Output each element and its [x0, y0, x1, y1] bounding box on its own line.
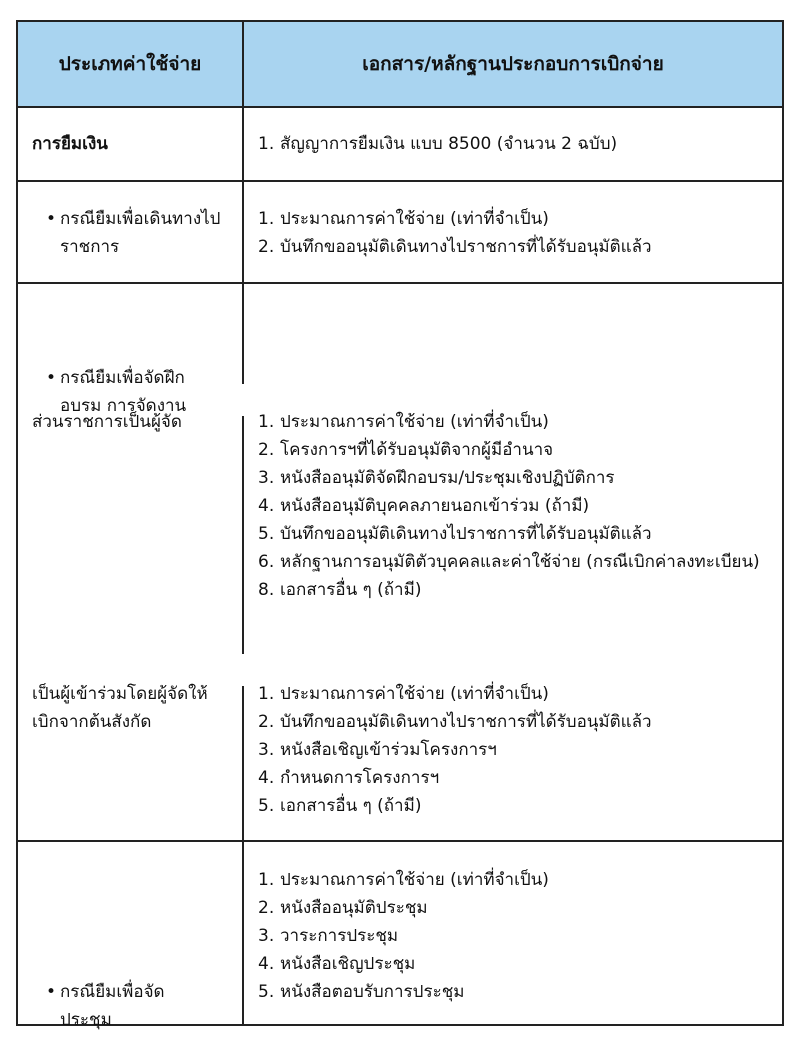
list-item: 5. หนังสือตอบรับการประชุม: [258, 982, 465, 1002]
list-item: 5. เอกสารอื่น ๆ (ถ้ามี): [258, 796, 422, 816]
header-documents: เอกสาร/หลักฐานประกอบการเบิกจ่าย: [362, 53, 664, 75]
row-meeting-label: • กรณียืมเพื่อจัดประชุม: [46, 982, 165, 1030]
list-item: 4. หนังสือเชิญประชุม: [258, 954, 416, 974]
column-divider: [242, 416, 244, 654]
list-item: 3. วาระการประชุม: [258, 926, 399, 946]
row-divider: [18, 840, 782, 842]
row-participant-docs: [258, 680, 768, 820]
list-item: 2. หนังสืออนุมัติประชุม: [258, 898, 428, 918]
list-item: 2. บันทึกขออนุมัติเดินทางไปราชการที่ได้รับอนุมัติแล้ว: [258, 712, 652, 732]
list-item: 2. บันทึกขออนุมัติเดินทางไปราชการที่ได้รับอนุมัติแล้ว: [258, 237, 652, 257]
row-loan-label: การยืมเงิน: [32, 134, 108, 154]
row-divider: [18, 282, 782, 284]
column-divider: [242, 686, 244, 1026]
list-item: 1. ประมาณการค่าใช้จ่าย (เท่าที่จำเป็น): [258, 209, 549, 229]
row-organizer-label: ส่วนราชการเป็นผู้จัด: [32, 412, 182, 432]
row-travel-docs: [258, 205, 768, 261]
list-item: 1. ประมาณการค่าใช้จ่าย (เท่าที่จำเป็น): [258, 412, 549, 432]
documents-table: [16, 20, 784, 1030]
list-item: 3. หนังสือเชิญเข้าร่วมโครงการฯ: [258, 740, 497, 760]
row-meeting-docs: [258, 866, 768, 1006]
row-loan-docs: [258, 130, 768, 158]
list-item: 4. กำหนดการโครงการฯ: [258, 768, 440, 788]
row-organizer-docs: [258, 408, 768, 604]
list-item: 1. สัญญาการยืมเงิน แบบ 8500 (จำนวน 2 ฉบับ): [258, 134, 618, 154]
list-item: 8. เอกสารอื่น ๆ (ถ้ามี): [258, 580, 422, 600]
row-travel-label: • กรณียืมเพื่อเดินทางไปราชการ: [46, 209, 221, 257]
list-item: 4. หนังสืออนุมัติบุคคลภายนอกเข้าร่วม (ถ้ามี): [258, 496, 590, 516]
row-divider: [18, 180, 782, 182]
list-item: 1. ประมาณการค่าใช้จ่าย (เท่าที่จำเป็น): [258, 684, 549, 704]
row-training-label: • กรณียืมเพื่อจัดฝึกอบรม การจัดงาน: [46, 368, 187, 416]
list-item: 2. โครงการฯที่ได้รับอนุมัติจากผู้มีอำนาจ: [258, 440, 554, 460]
header-expense-type: ประเภทค่าใช้จ่าย: [58, 53, 202, 75]
row-divider: [18, 106, 782, 108]
list-item: 6. หลักฐานการอนุมัติตัวบุคคลและค่าใช้จ่าย (กรณีเบิกค่าลงทะเบียน): [258, 552, 760, 572]
list-item: 5. บันทึกขออนุมัติเดินทางไปราชการที่ได้รับอนุมัติแล้ว: [258, 524, 652, 544]
row-participant-label: เป็นผู้เข้าร่วมโดยผู้จัดให้เบิกจากต้นสังกัด: [32, 684, 208, 732]
column-divider: [242, 22, 244, 384]
list-item: 3. หนังสืออนุมัติจัดฝึกอบรม/ประชุมเชิงปฏิบัติการ: [258, 468, 615, 488]
list-item: 1. ประมาณการค่าใช้จ่าย (เท่าที่จำเป็น): [258, 870, 549, 890]
